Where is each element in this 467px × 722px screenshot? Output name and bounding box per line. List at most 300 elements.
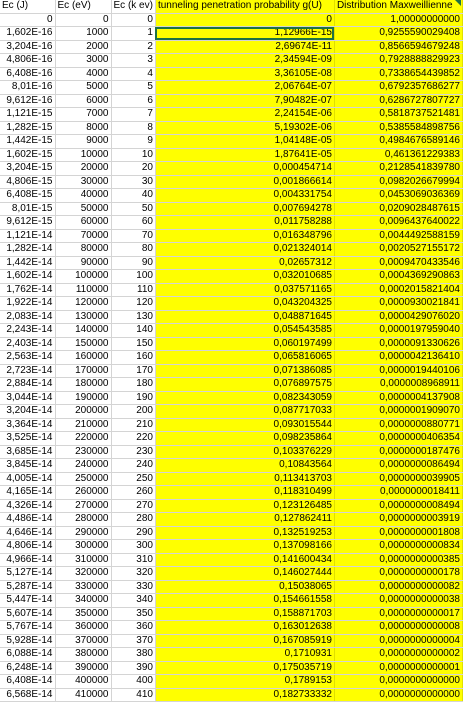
maxwell-distribution-cell[interactable]: 0,0000000000385	[334, 553, 462, 567]
table-row	[0, 243, 462, 257]
ec-ev-cell[interactable]: 300000	[55, 540, 111, 554]
maxwell-distribution-cell[interactable]: 0,0000000000017	[334, 607, 462, 621]
ec-kev-cell[interactable]: 360	[111, 621, 155, 635]
maxwell-distribution-cell[interactable]: 0,0000000000000	[334, 675, 462, 689]
ec-ev-cell[interactable]: 120000	[55, 297, 111, 311]
ec-kev-cell[interactable]: 410	[111, 688, 155, 702]
header-row	[0, 0, 462, 13]
ec-joules-cell[interactable]: 1,442E-15	[0, 135, 55, 149]
ec-joules-cell[interactable]: 3,204E-16	[0, 40, 55, 54]
maxwell-distribution-cell[interactable]: 0,0000000008494	[334, 499, 462, 513]
ec-joules-cell[interactable]: 4,326E-14	[0, 499, 55, 513]
tunneling-probability-cell[interactable]: 2,06764E-07	[155, 81, 334, 95]
maxwell-distribution-cell[interactable]: 0,0000000039905	[334, 472, 462, 486]
ec-kev-cell[interactable]: 190	[111, 391, 155, 405]
table-row	[0, 405, 462, 419]
ec-ev-cell[interactable]: 220000	[55, 432, 111, 446]
tunneling-probability-cell[interactable]: 0,093015544	[155, 418, 334, 432]
ec-ev-cell[interactable]: 90000	[55, 256, 111, 270]
ec-ev-cell[interactable]: 180000	[55, 378, 111, 392]
ec-ev-cell[interactable]: 280000	[55, 513, 111, 527]
ec-joules-cell[interactable]: 1,282E-14	[0, 243, 55, 257]
tunneling-probability-cell[interactable]: 1,87641E-05	[155, 148, 334, 162]
tunneling-probability-cell[interactable]: 0,137098166	[155, 540, 334, 554]
tunneling-probability-cell[interactable]: 3,36105E-08	[155, 67, 334, 81]
ec-kev-cell[interactable]: 220	[111, 432, 155, 446]
ec-kev-cell[interactable]: 400	[111, 675, 155, 689]
ec-ev-cell[interactable]: 210000	[55, 418, 111, 432]
tunneling-probability-cell[interactable]: 0,016348796	[155, 229, 334, 243]
ec-joules-cell[interactable]: 4,005E-14	[0, 472, 55, 486]
ec-kev-cell[interactable]: 150	[111, 337, 155, 351]
tunneling-probability-cell[interactable]: 1,04148E-05	[155, 135, 334, 149]
maxwell-distribution-cell[interactable]: 0,0000000187476	[334, 445, 462, 459]
maxwell-distribution-cell[interactable]: 0,8566594679248	[334, 40, 462, 54]
ec-kev-cell[interactable]: 90	[111, 256, 155, 270]
column-header[interactable]: Ec (J)	[0, 0, 55, 13]
ec-kev-cell[interactable]: 250	[111, 472, 155, 486]
table-row	[0, 378, 462, 392]
maxwell-distribution-cell[interactable]: 0,0000000000082	[334, 580, 462, 594]
tunneling-probability-cell[interactable]: 0,175035719	[155, 661, 334, 675]
maxwell-distribution-cell[interactable]: 0,0000000086494	[334, 459, 462, 473]
tunneling-probability-cell[interactable]: 0,065816065	[155, 351, 334, 365]
ec-joules-cell[interactable]: 3,685E-14	[0, 445, 55, 459]
ec-kev-cell[interactable]: 310	[111, 553, 155, 567]
ec-ev-cell[interactable]: 50000	[55, 202, 111, 216]
maxwell-distribution-cell[interactable]: 0,6792357686277	[334, 81, 462, 95]
maxwell-distribution-cell[interactable]: 0,0000000406354	[334, 432, 462, 446]
maxwell-distribution-cell[interactable]: 0,0000000000038	[334, 594, 462, 608]
ec-ev-cell[interactable]: 200000	[55, 405, 111, 419]
ec-joules-cell[interactable]: 5,287E-14	[0, 580, 55, 594]
ec-kev-cell[interactable]: 20	[111, 162, 155, 176]
tunneling-probability-cell[interactable]: 0,000454714	[155, 162, 334, 176]
tunneling-probability-cell[interactable]: 0,007694278	[155, 202, 334, 216]
ec-ev-cell[interactable]: 160000	[55, 351, 111, 365]
ec-kev-cell[interactable]: 330	[111, 580, 155, 594]
ec-joules-cell[interactable]: 1,282E-15	[0, 121, 55, 135]
ec-ev-cell[interactable]: 9000	[55, 135, 111, 149]
table-row	[0, 256, 462, 270]
maxwell-distribution-cell[interactable]: 0,5818737521481	[334, 108, 462, 122]
maxwell-distribution-cell[interactable]: 0,0000000018411	[334, 486, 462, 500]
tunneling-probability-cell[interactable]: 0,1710931	[155, 648, 334, 662]
ec-joules-cell[interactable]: 0	[0, 13, 55, 27]
ec-joules-cell[interactable]: 1,121E-15	[0, 108, 55, 122]
maxwell-distribution-cell[interactable]: 0,0209028487615	[334, 202, 462, 216]
table-row	[0, 148, 462, 162]
tunneling-probability-cell[interactable]: 0,113413703	[155, 472, 334, 486]
tunneling-probability-cell[interactable]: 7,90482E-07	[155, 94, 334, 108]
ec-ev-cell[interactable]: 350000	[55, 607, 111, 621]
table-row	[0, 364, 462, 378]
ec-joules-cell[interactable]: 4,806E-15	[0, 175, 55, 189]
ec-joules-cell[interactable]: 3,525E-14	[0, 432, 55, 446]
ec-kev-cell[interactable]: 300	[111, 540, 155, 554]
ec-joules-cell[interactable]: 1,762E-14	[0, 283, 55, 297]
ec-joules-cell[interactable]: 1,121E-14	[0, 229, 55, 243]
ec-joules-cell[interactable]: 4,486E-14	[0, 513, 55, 527]
ec-kev-cell[interactable]: 0	[111, 13, 155, 27]
ec-joules-cell[interactable]: 6,568E-14	[0, 688, 55, 702]
ec-joules-cell[interactable]: 6,248E-14	[0, 661, 55, 675]
table-row	[0, 432, 462, 446]
tunneling-probability-cell[interactable]: 2,24154E-06	[155, 108, 334, 122]
comment-indicator-icon	[455, 0, 461, 6]
ec-joules-cell[interactable]: 4,806E-14	[0, 540, 55, 554]
ec-kev-cell[interactable]: 6	[111, 94, 155, 108]
ec-ev-cell[interactable]: 110000	[55, 283, 111, 297]
ec-ev-cell[interactable]: 410000	[55, 688, 111, 702]
ec-ev-cell[interactable]: 7000	[55, 108, 111, 122]
tunneling-probability-cell[interactable]: 0,141600434	[155, 553, 334, 567]
table-row	[0, 13, 462, 27]
table-row	[0, 27, 462, 41]
ec-ev-cell[interactable]: 10000	[55, 148, 111, 162]
table-row	[0, 580, 462, 594]
tunneling-probability-cell[interactable]: 0,103376229	[155, 445, 334, 459]
maxwell-distribution-cell[interactable]: 0,0453069036369	[334, 189, 462, 203]
ec-ev-cell[interactable]: 4000	[55, 67, 111, 81]
maxwell-distribution-cell[interactable]: 0,0004369290863	[334, 270, 462, 284]
table-row	[0, 108, 462, 122]
ec-joules-cell[interactable]: 5,928E-14	[0, 634, 55, 648]
tunneling-probability-cell[interactable]: 0,167085919	[155, 634, 334, 648]
tunneling-probability-cell[interactable]: 0,15038065	[155, 580, 334, 594]
ec-joules-cell[interactable]: 9,612E-15	[0, 216, 55, 230]
ec-ev-cell[interactable]: 190000	[55, 391, 111, 405]
ec-kev-cell[interactable]: 30	[111, 175, 155, 189]
maxwell-distribution-cell[interactable]: 0,0000008968911	[334, 378, 462, 392]
ec-joules-cell[interactable]: 3,364E-14	[0, 418, 55, 432]
tunneling-probability-cell[interactable]: 0,071386085	[155, 364, 334, 378]
tunneling-probability-cell[interactable]: 0,076897575	[155, 378, 334, 392]
column-header[interactable]: Distribution Maxweillienne	[334, 0, 462, 13]
ec-kev-cell[interactable]: 180	[111, 378, 155, 392]
table-row	[0, 94, 462, 108]
maxwell-distribution-cell[interactable]: 1,00000000000	[334, 13, 462, 27]
ec-ev-cell[interactable]: 380000	[55, 648, 111, 662]
ec-joules-cell[interactable]: 5,447E-14	[0, 594, 55, 608]
tunneling-probability-cell[interactable]: 0,054543585	[155, 324, 334, 338]
ec-ev-cell[interactable]: 250000	[55, 472, 111, 486]
table-row	[0, 270, 462, 284]
ec-ev-cell[interactable]: 5000	[55, 81, 111, 95]
ec-joules-cell[interactable]: 3,204E-15	[0, 162, 55, 176]
ec-kev-cell[interactable]: 3	[111, 54, 155, 68]
maxwell-distribution-cell[interactable]: 0,7338654439852	[334, 67, 462, 81]
maxwell-distribution-cell[interactable]: 0,0982026679994	[334, 175, 462, 189]
maxwell-distribution-cell[interactable]: 0,0000197959040	[334, 324, 462, 338]
maxwell-distribution-cell[interactable]: 0,0000019440106	[334, 364, 462, 378]
ec-joules-cell[interactable]: 3,845E-14	[0, 459, 55, 473]
ec-joules-cell[interactable]: 2,723E-14	[0, 364, 55, 378]
tunneling-probability-cell[interactable]: 0,123126485	[155, 499, 334, 513]
ec-ev-cell[interactable]: 20000	[55, 162, 111, 176]
ec-kev-cell[interactable]: 100	[111, 270, 155, 284]
maxwell-distribution-cell[interactable]: 0,5385584898756	[334, 121, 462, 135]
ec-joules-cell[interactable]: 8,01E-16	[0, 81, 55, 95]
ec-ev-cell[interactable]: 360000	[55, 621, 111, 635]
ec-ev-cell[interactable]: 6000	[55, 94, 111, 108]
table-row	[0, 391, 462, 405]
tunneling-probability-cell[interactable]: 0	[155, 13, 334, 27]
ec-kev-cell[interactable]: 340	[111, 594, 155, 608]
ec-joules-cell[interactable]: 4,646E-14	[0, 526, 55, 540]
ec-kev-cell[interactable]: 230	[111, 445, 155, 459]
maxwell-distribution-cell[interactable]: 0,0000042136410	[334, 351, 462, 365]
maxwell-distribution-cell[interactable]: 0,0020527155172	[334, 243, 462, 257]
ec-joules-cell[interactable]: 2,403E-14	[0, 337, 55, 351]
ec-kev-cell[interactable]: 9	[111, 135, 155, 149]
maxwell-distribution-cell[interactable]: 0,0044492588159	[334, 229, 462, 243]
ec-ev-cell[interactable]: 40000	[55, 189, 111, 203]
ec-kev-cell[interactable]: 350	[111, 607, 155, 621]
ec-ev-cell[interactable]: 240000	[55, 459, 111, 473]
table-row	[0, 553, 462, 567]
table-row	[0, 67, 462, 81]
tunneling-probability-cell[interactable]: 1,12966E-15	[155, 27, 334, 41]
ec-kev-cell[interactable]: 7	[111, 108, 155, 122]
ec-ev-cell[interactable]: 80000	[55, 243, 111, 257]
ec-kev-cell[interactable]: 390	[111, 661, 155, 675]
table-row	[0, 229, 462, 243]
ec-kev-cell[interactable]: 2	[111, 40, 155, 54]
tunneling-probability-cell[interactable]: 0,082343059	[155, 391, 334, 405]
tunneling-probability-cell[interactable]: 0,1789153	[155, 675, 334, 689]
ec-kev-cell[interactable]: 260	[111, 486, 155, 500]
ec-joules-cell[interactable]: 4,966E-14	[0, 553, 55, 567]
ec-joules-cell[interactable]: 6,408E-14	[0, 675, 55, 689]
ec-ev-cell[interactable]: 370000	[55, 634, 111, 648]
ec-kev-cell[interactable]: 10	[111, 148, 155, 162]
ec-kev-cell[interactable]: 140	[111, 324, 155, 338]
tunneling-probability-cell[interactable]: 0,043204325	[155, 297, 334, 311]
ec-joules-cell[interactable]: 2,243E-14	[0, 324, 55, 338]
ec-ev-cell[interactable]: 130000	[55, 310, 111, 324]
ec-joules-cell[interactable]: 1,602E-15	[0, 148, 55, 162]
tunneling-probability-cell[interactable]: 0,060197499	[155, 337, 334, 351]
ec-joules-cell[interactable]: 3,044E-14	[0, 391, 55, 405]
ec-kev-cell[interactable]: 1	[111, 27, 155, 41]
ec-ev-cell[interactable]: 170000	[55, 364, 111, 378]
ec-ev-cell[interactable]: 310000	[55, 553, 111, 567]
ec-ev-cell[interactable]: 70000	[55, 229, 111, 243]
ec-joules-cell[interactable]: 4,806E-16	[0, 54, 55, 68]
maxwell-distribution-cell[interactable]: 0,0000001909070	[334, 405, 462, 419]
maxwell-distribution-cell[interactable]: 0,0096437640022	[334, 216, 462, 230]
ec-kev-cell[interactable]: 120	[111, 297, 155, 311]
ec-kev-cell[interactable]: 170	[111, 364, 155, 378]
ec-kev-cell[interactable]: 4	[111, 67, 155, 81]
tunneling-probability-cell[interactable]: 0,032010685	[155, 270, 334, 284]
ec-joules-cell[interactable]: 5,607E-14	[0, 607, 55, 621]
maxwell-distribution-cell[interactable]: 0,0000000000001	[334, 661, 462, 675]
table-row	[0, 499, 462, 513]
ec-ev-cell[interactable]: 400000	[55, 675, 111, 689]
tunneling-probability-cell[interactable]: 0,163012638	[155, 621, 334, 635]
ec-kev-cell[interactable]: 130	[111, 310, 155, 324]
table-row	[0, 688, 462, 702]
ec-kev-cell[interactable]: 50	[111, 202, 155, 216]
tunneling-probability-cell[interactable]: 0,02657312	[155, 256, 334, 270]
maxwell-distribution-cell[interactable]: 0,0000000003919	[334, 513, 462, 527]
tunneling-probability-cell[interactable]: 0,146027444	[155, 567, 334, 581]
maxwell-distribution-cell[interactable]: 0,0000429076020	[334, 310, 462, 324]
tunneling-probability-cell[interactable]: 2,69674E-11	[155, 40, 334, 54]
ec-kev-cell[interactable]: 200	[111, 405, 155, 419]
tunneling-probability-cell[interactable]: 0,10843564	[155, 459, 334, 473]
table-row	[0, 216, 462, 230]
ec-kev-cell[interactable]: 160	[111, 351, 155, 365]
ec-kev-cell[interactable]: 380	[111, 648, 155, 662]
ec-ev-cell[interactable]: 140000	[55, 324, 111, 338]
maxwell-distribution-cell[interactable]: 0,7928888829923	[334, 54, 462, 68]
column-header[interactable]: tunneling penetration probability g(U)	[155, 0, 334, 13]
ec-kev-cell[interactable]: 110	[111, 283, 155, 297]
ec-kev-cell[interactable]: 240	[111, 459, 155, 473]
table-row	[0, 418, 462, 432]
ec-joules-cell[interactable]: 6,408E-16	[0, 67, 55, 81]
ec-ev-cell[interactable]: 330000	[55, 580, 111, 594]
ec-kev-cell[interactable]: 8	[111, 121, 155, 135]
ec-kev-cell[interactable]: 60	[111, 216, 155, 230]
maxwell-distribution-cell[interactable]: 0,0000000000178	[334, 567, 462, 581]
tunneling-probability-cell[interactable]: 0,011758288	[155, 216, 334, 230]
ec-joules-cell[interactable]: 1,442E-14	[0, 256, 55, 270]
table-row	[0, 648, 462, 662]
maxwell-distribution-cell[interactable]: 0,6286727807727	[334, 94, 462, 108]
maxwell-distribution-cell[interactable]: 0,0000000000008	[334, 621, 462, 635]
maxwell-distribution-cell[interactable]: 0,0000000000002	[334, 648, 462, 662]
ec-ev-cell[interactable]: 230000	[55, 445, 111, 459]
tunneling-probability-cell[interactable]: 0,132519253	[155, 526, 334, 540]
table-row	[0, 513, 462, 527]
tunneling-probability-cell[interactable]: 0,048871645	[155, 310, 334, 324]
table-row	[0, 202, 462, 216]
tunneling-probability-cell[interactable]: 0,001866614	[155, 175, 334, 189]
ec-joules-cell[interactable]: 1,602E-16	[0, 27, 55, 41]
table-row	[0, 121, 462, 135]
ec-kev-cell[interactable]: 70	[111, 229, 155, 243]
ec-ev-cell[interactable]: 3000	[55, 54, 111, 68]
ec-ev-cell[interactable]: 60000	[55, 216, 111, 230]
ec-joules-cell[interactable]: 1,922E-14	[0, 297, 55, 311]
maxwell-distribution-cell[interactable]: 0,0000000000834	[334, 540, 462, 554]
tunneling-probability-cell[interactable]: 2,34594E-09	[155, 54, 334, 68]
tunneling-probability-cell[interactable]: 0,021324014	[155, 243, 334, 257]
maxwell-distribution-cell[interactable]: 0,0000000001808	[334, 526, 462, 540]
tunneling-probability-cell[interactable]: 0,158871703	[155, 607, 334, 621]
maxwell-distribution-cell[interactable]: 0,4984676589146	[334, 135, 462, 149]
ec-kev-cell[interactable]: 290	[111, 526, 155, 540]
ec-joules-cell[interactable]: 5,767E-14	[0, 621, 55, 635]
table-row	[0, 40, 462, 54]
column-header[interactable]: Ec (k ev)	[111, 0, 155, 13]
table-row	[0, 135, 462, 149]
tunneling-probability-cell[interactable]: 0,127862411	[155, 513, 334, 527]
maxwell-distribution-cell[interactable]: 0,2128541839780	[334, 162, 462, 176]
maxwell-distribution-cell[interactable]: 0,0000004137908	[334, 391, 462, 405]
table-row	[0, 54, 462, 68]
column-header[interactable]: Ec (eV)	[55, 0, 111, 13]
ec-ev-cell[interactable]: 290000	[55, 526, 111, 540]
ec-joules-cell[interactable]: 1,602E-14	[0, 270, 55, 284]
ec-ev-cell[interactable]: 0	[55, 13, 111, 27]
ec-ev-cell[interactable]: 270000	[55, 499, 111, 513]
ec-joules-cell[interactable]: 5,127E-14	[0, 567, 55, 581]
ec-joules-cell[interactable]: 3,204E-14	[0, 405, 55, 419]
ec-joules-cell[interactable]: 6,408E-15	[0, 189, 55, 203]
maxwell-distribution-cell[interactable]: 0,0000000880771	[334, 418, 462, 432]
tunneling-probability-cell[interactable]: 0,182733332	[155, 688, 334, 702]
table-row	[0, 567, 462, 581]
ec-kev-cell[interactable]: 320	[111, 567, 155, 581]
ec-ev-cell[interactable]: 1000	[55, 27, 111, 41]
table-row	[0, 661, 462, 675]
ec-kev-cell[interactable]: 370	[111, 634, 155, 648]
ec-ev-cell[interactable]: 320000	[55, 567, 111, 581]
tunneling-probability-cell[interactable]: 0,118310499	[155, 486, 334, 500]
maxwell-distribution-cell[interactable]: 0,0000930021841	[334, 297, 462, 311]
maxwell-distribution-cell[interactable]: 0,461361229383	[334, 148, 462, 162]
tunneling-probability-cell[interactable]: 0,154661558	[155, 594, 334, 608]
table-row	[0, 675, 462, 689]
tunneling-probability-cell[interactable]: 0,037571165	[155, 283, 334, 297]
ec-kev-cell[interactable]: 210	[111, 418, 155, 432]
maxwell-distribution-cell[interactable]: 0,9255590029408	[334, 27, 462, 41]
maxwell-distribution-cell[interactable]: 0,0000000000004	[334, 634, 462, 648]
table-row	[0, 540, 462, 554]
maxwell-distribution-cell[interactable]: 0,0000000000000	[334, 688, 462, 702]
ec-ev-cell[interactable]: 2000	[55, 40, 111, 54]
table-row	[0, 351, 462, 365]
ec-joules-cell[interactable]: 2,563E-14	[0, 351, 55, 365]
ec-joules-cell[interactable]: 8,01E-15	[0, 202, 55, 216]
ec-ev-cell[interactable]: 390000	[55, 661, 111, 675]
table-row	[0, 472, 462, 486]
tunneling-probability-cell[interactable]: 0,004331754	[155, 189, 334, 203]
ec-ev-cell[interactable]: 100000	[55, 270, 111, 284]
tunneling-probability-cell[interactable]: 0,087717033	[155, 405, 334, 419]
ec-kev-cell[interactable]: 40	[111, 189, 155, 203]
tunneling-probability-cell[interactable]: 5,19302E-06	[155, 121, 334, 135]
tunneling-probability-cell[interactable]: 0,098235864	[155, 432, 334, 446]
ec-ev-cell[interactable]: 150000	[55, 337, 111, 351]
maxwell-distribution-cell[interactable]: 0,0009470433546	[334, 256, 462, 270]
table-row	[0, 162, 462, 176]
table-row	[0, 486, 462, 500]
table-row	[0, 621, 462, 635]
ec-kev-cell[interactable]: 80	[111, 243, 155, 257]
table-row	[0, 337, 462, 351]
ec-joules-cell[interactable]: 6,088E-14	[0, 648, 55, 662]
ec-ev-cell[interactable]: 8000	[55, 121, 111, 135]
ec-joules-cell[interactable]: 4,165E-14	[0, 486, 55, 500]
ec-ev-cell[interactable]: 340000	[55, 594, 111, 608]
ec-joules-cell[interactable]: 2,884E-14	[0, 378, 55, 392]
ec-kev-cell[interactable]: 5	[111, 81, 155, 95]
ec-ev-cell[interactable]: 260000	[55, 486, 111, 500]
ec-joules-cell[interactable]: 2,083E-14	[0, 310, 55, 324]
maxwell-distribution-cell[interactable]: 0,0000091330626	[334, 337, 462, 351]
ec-ev-cell[interactable]: 30000	[55, 175, 111, 189]
ec-joules-cell[interactable]: 9,612E-16	[0, 94, 55, 108]
ec-kev-cell[interactable]: 270	[111, 499, 155, 513]
ec-kev-cell[interactable]: 280	[111, 513, 155, 527]
maxwell-distribution-cell[interactable]: 0,0002015821404	[334, 283, 462, 297]
